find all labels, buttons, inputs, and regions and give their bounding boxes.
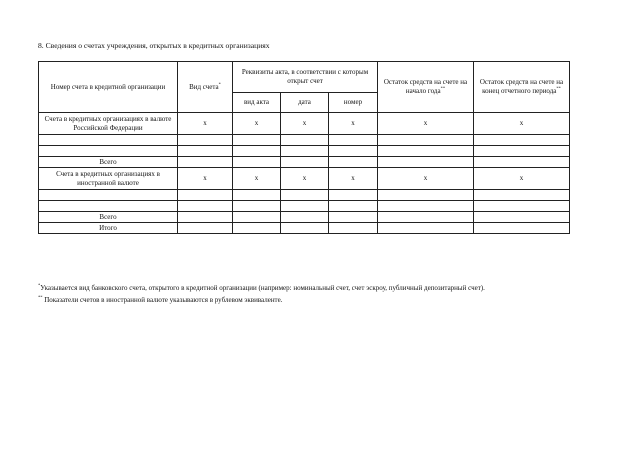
footnote-1: *Указывается вид банковского счета, открытого в кредитной организации (например: номинальный счет, счет эскроу, публичный депозитарный счет). [38,282,485,292]
total-row [39,157,570,168]
section-row-foreign [39,168,570,190]
empty-row [39,135,570,146]
mark-cell: x [329,113,378,135]
section-heading: 8. Сведения о счетах учреждения, открытых в кредитных организациях [38,41,270,50]
mark-cell: x [281,113,329,135]
mark-cell: x [281,168,329,190]
footnote-2: ** Показатели счетов в иностранной валюте указываются в рублевом эквиваленте. [38,294,283,304]
total-label: Всего [39,157,178,168]
header-row-1 [39,62,570,93]
total-label: Всего [39,212,178,223]
mark-cell: x [233,113,281,135]
mark-cell: x [378,168,474,190]
empty-row [39,190,570,201]
header-requisites: Реквизиты акта, в соответствии с которым открыт счет [233,62,378,93]
section-row-rub [39,113,570,135]
header-account-number: Номер счета в кредитной организации [39,62,178,113]
section-label: Счета в кредитных организациях в иностранной валюте [39,168,178,190]
header-act-date: дата [281,93,329,113]
mark-cell: x [329,168,378,190]
empty-row [39,201,570,212]
header-balance-start: Остаток средств на счете на начало года** [378,62,474,113]
header-act-number: номер [329,93,378,113]
footnotes [38,283,578,305]
mark-cell: x [178,113,233,135]
mark-cell: x [178,168,233,190]
empty-row [39,146,570,157]
total-row [39,212,570,223]
mark-cell: x [378,113,474,135]
mark-cell: x [474,168,570,190]
grand-total-row [39,223,570,234]
bank-accounts-table [38,61,570,234]
mark-cell: x [474,113,570,135]
header-account-type: Вид счета* [178,62,233,113]
header-act-type: вид акта [233,93,281,113]
mark-cell: x [233,168,281,190]
grand-total-label: Итого [39,223,178,234]
section-label: Счета в кредитных организациях в валюте Российской Федерации [39,113,178,135]
header-balance-end: Остаток средств на счете на конец отчетного периода** [474,62,570,113]
